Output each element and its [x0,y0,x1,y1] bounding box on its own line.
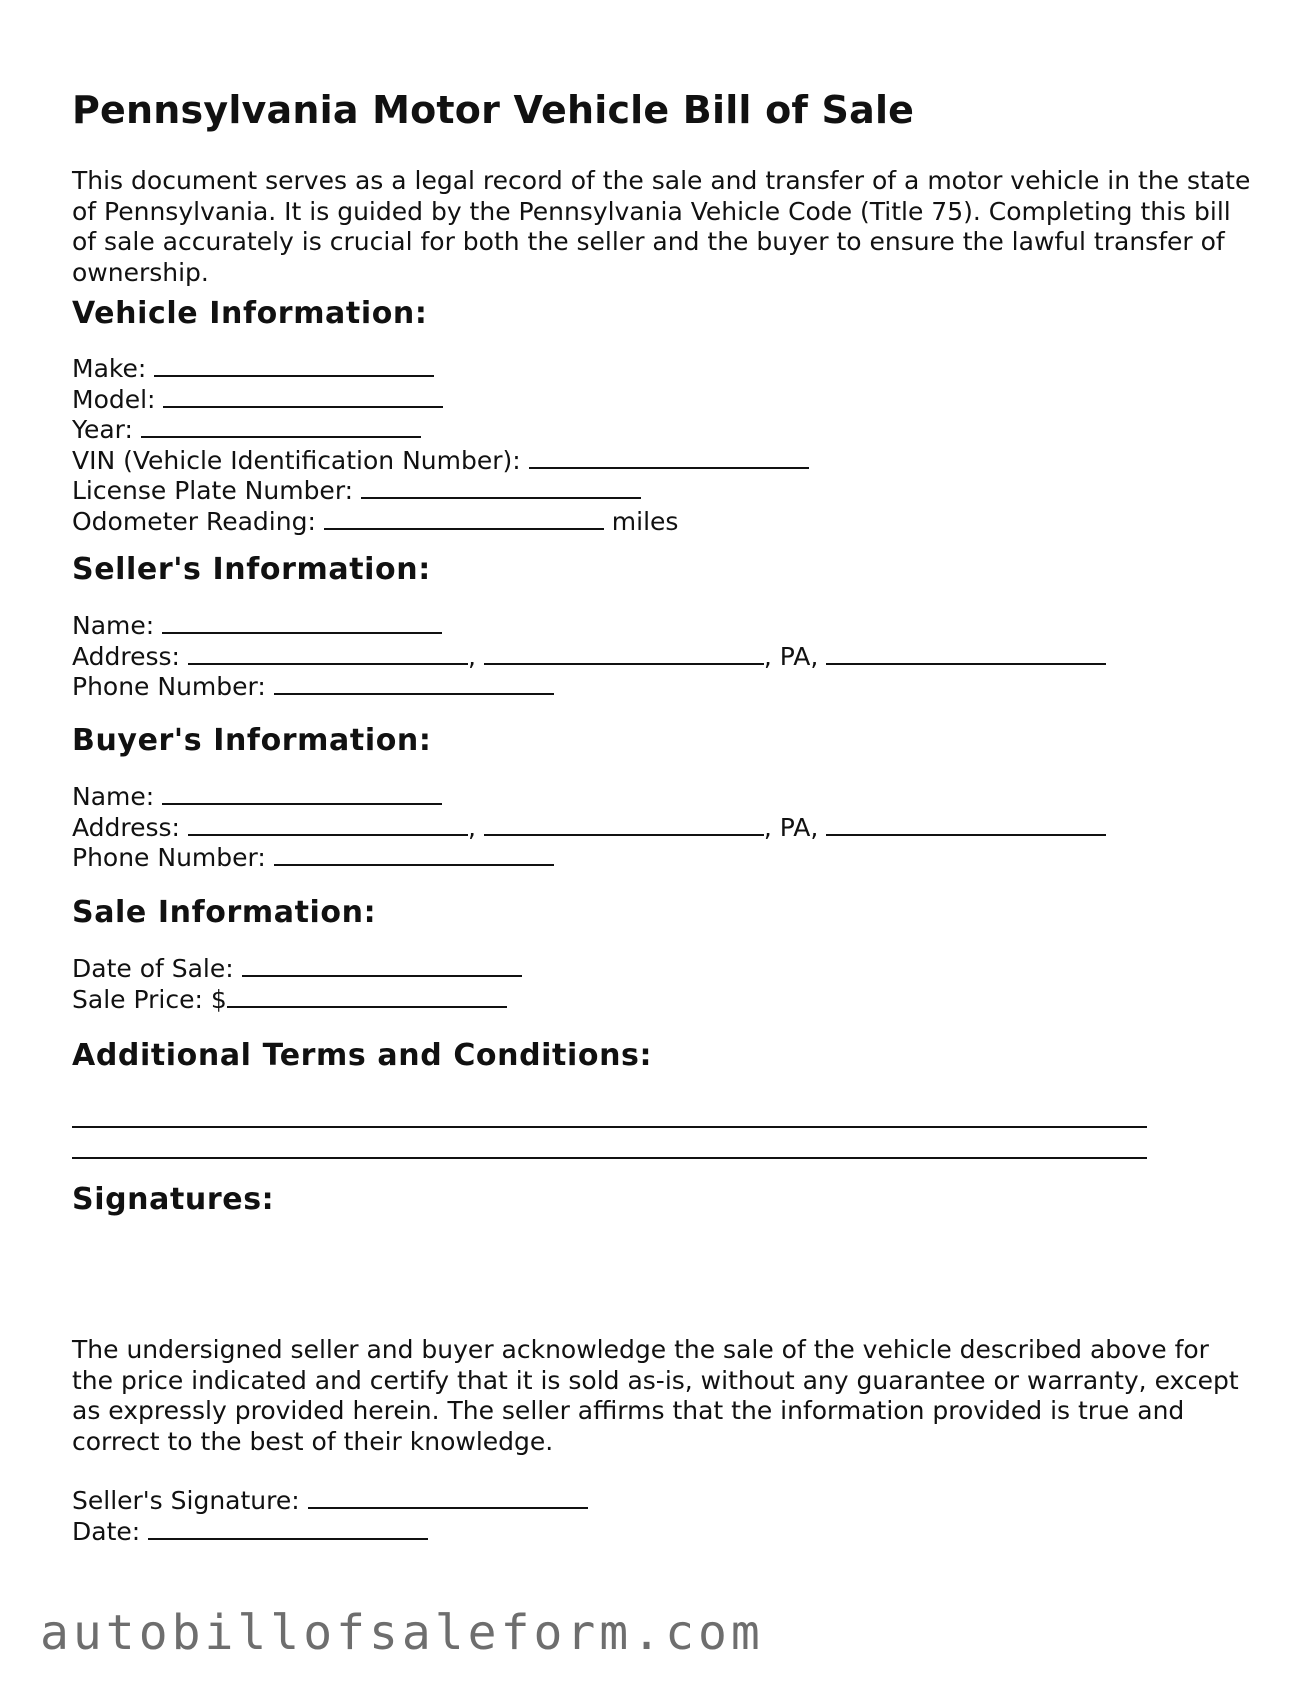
document-title: Pennsylvania Motor Vehicle Bill of Sale [72,88,915,132]
terms-fields [72,1097,1147,1159]
signature-date-row [72,1517,588,1548]
make-row [72,354,809,385]
intro-paragraph: This document serves as a legal record of the sale and transfer of a motor vehicle in the state of Pennsylvania. It is guided by the Pennsylvania Vehicle Code (Title 75). Completing this bill of sale accurately is crucial for both the seller and the buyer to ensure the lawful transfer of ownership. [72,166,1251,287]
vin-field[interactable] [529,447,809,469]
buyer-info-fields [72,782,1106,874]
make-field[interactable] [154,355,434,377]
seller-zip-field[interactable] [826,643,1106,665]
seller-phone-row [72,672,1106,703]
year-row [72,415,809,446]
signatures-paragraph: The undersigned seller and buyer acknowledge the sale of the vehicle described above for the price indicated and certify that it is sold as-is, without any guarantee or warranty, except as expressly provided herein. The seller affirms that the information provided is true and correct to the best of their knowledge. [72,1335,1239,1456]
plate-field[interactable] [361,477,641,499]
seller-signature-field[interactable] [308,1487,588,1509]
vin-label: VIN (Vehicle Identification Number): [72,445,521,475]
seller-name-field[interactable] [162,612,442,634]
sale-price-row [72,985,522,1016]
make-label: Make: [72,354,147,383]
seller-phone-field[interactable] [274,673,554,695]
vehicle-info-fields [72,354,809,537]
buyer-city-field[interactable] [484,814,764,836]
sale-price-label: Sale Price: $ [72,984,227,1014]
odometer-field[interactable] [324,508,604,530]
signature-date-field[interactable] [148,1518,428,1540]
buyer-phone-field[interactable] [274,844,554,866]
buyer-address-label: Address: [72,812,180,842]
buyer-zip-field[interactable] [826,814,1106,836]
signatures-heading: Signatures: [72,1182,275,1217]
seller-name-row [72,611,1106,642]
seller-address-label: Address: [72,641,180,671]
buyer-name-field[interactable] [162,783,442,805]
seller-signature-row [72,1486,588,1517]
sale-date-field[interactable] [242,955,522,977]
seller-city-field[interactable] [484,643,764,665]
seller-street-field[interactable] [188,643,468,665]
buyer-info-heading: Buyer's Information: [72,723,432,758]
year-field[interactable] [141,416,421,438]
buyer-phone-row [72,843,1106,874]
seller-info-heading: Seller's Information: [72,552,431,587]
plate-label: License Plate Number: [72,476,354,505]
model-row [72,385,809,416]
vin-row [72,446,809,477]
seller-name-label: Name: [72,611,155,640]
model-label: Model: [72,384,156,414]
seller-state-label: PA, [779,641,819,671]
seller-signature-label: Seller's Signature: [72,1486,300,1515]
buyer-phone-label: Phone Number: [72,843,266,872]
seller-address-row: Address: , , PA, [72,642,1106,673]
buyer-name-label: Name: [72,782,155,811]
signature-date-label: Date: [72,1516,141,1546]
odometer-row [72,507,809,538]
site-watermark: autobillofsaleform.com [40,1605,764,1661]
odometer-unit: miles [611,506,679,536]
terms-line-1[interactable] [72,1097,1147,1128]
sale-date-row [72,954,522,985]
signature-fields [72,1486,588,1547]
sale-info-fields [72,954,522,1015]
buyer-street-field[interactable] [188,814,468,836]
plate-row [72,476,809,507]
seller-info-fields [72,611,1106,703]
sale-info-heading: Sale Information: [72,895,377,930]
year-label: Year: [72,415,133,444]
buyer-state-label: PA, [779,812,819,842]
model-field[interactable] [163,386,443,408]
terms-line-2[interactable] [72,1128,1147,1159]
sale-price-field[interactable] [227,986,507,1008]
odometer-label: Odometer Reading: [72,506,316,536]
seller-phone-label: Phone Number: [72,672,266,701]
buyer-name-row [72,782,1106,813]
buyer-address-row: Address: , , PA, [72,813,1106,844]
sale-date-label: Date of Sale: [72,954,234,983]
vehicle-info-heading: Vehicle Information: [72,296,428,331]
terms-heading: Additional Terms and Conditions: [72,1038,653,1073]
